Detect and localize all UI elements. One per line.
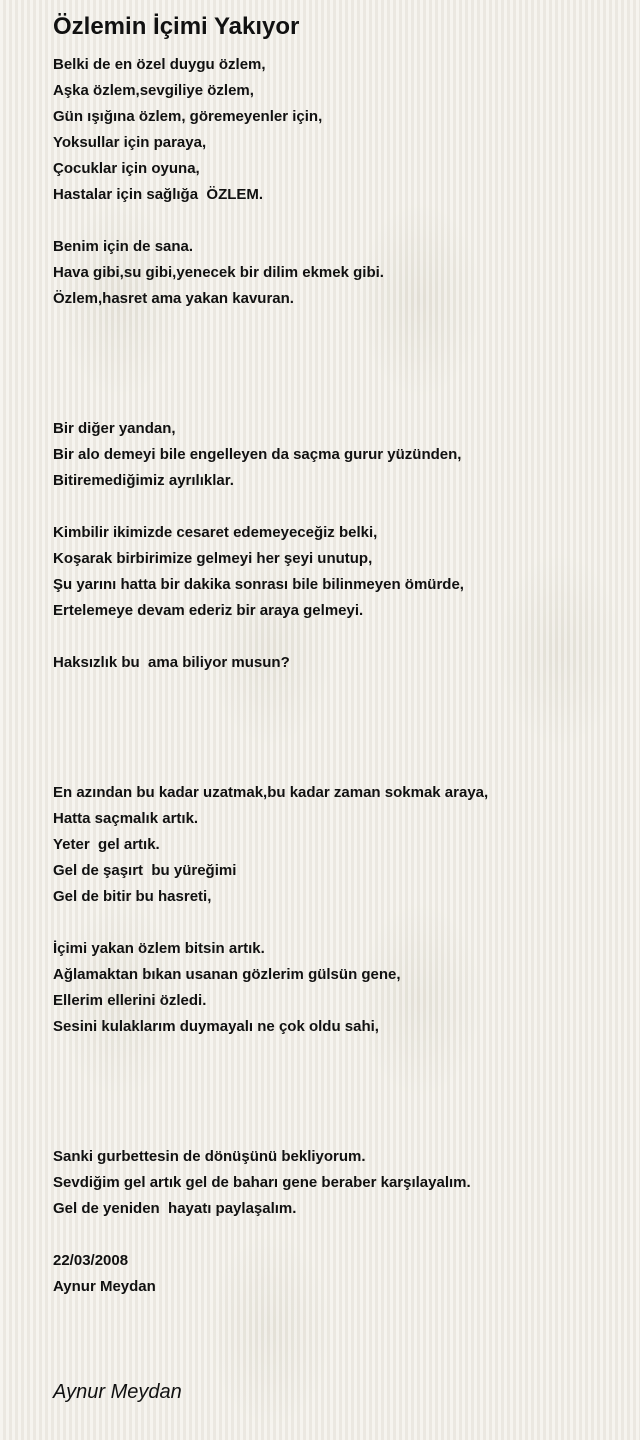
blank-line: [53, 702, 623, 728]
poem-line: Aşka özlem,sevgiliye özlem,: [53, 82, 254, 99]
poem-line: Hatta saçmalık artık.: [53, 810, 199, 827]
poem-line: Ağlamaktan bıkan usanan gözlerim gülsün gene,: [53, 966, 401, 983]
author-signature: Aynur Meydan: [53, 1381, 182, 1403]
poem-line: Gel de şaşırt bu yüreğimi: [53, 862, 237, 879]
poem-line: Aynur Meydan: [53, 1278, 156, 1295]
poem-line: Sevdiğim gel artık gel de baharı gene beraber karşılayalım.: [53, 1174, 471, 1191]
poem-line: Hastalar için sağlığa ÖZLEM.: [53, 186, 264, 203]
blank-line: [53, 364, 623, 390]
poem-line: Özlem,hasret ama yakan kavuran.: [53, 290, 294, 307]
blank-line: [53, 676, 623, 702]
blank-line: [53, 754, 623, 780]
poem-line: En azından bu kadar uzatmak,bu kadar zaman sokmak araya,: [53, 784, 489, 801]
poem-line: Bir diğer yandan,: [53, 420, 176, 437]
poem-line: Sanki gurbettesin de dönüşünü bekliyorum.: [53, 1148, 366, 1165]
poem-line: Yeter gel artık.: [53, 836, 160, 853]
blank-line: [53, 1222, 623, 1248]
blank-line: [53, 494, 623, 520]
poem-line: İçimi yakan özlem bitsin artık.: [53, 940, 265, 957]
blank-line: [53, 338, 623, 364]
blank-line: [53, 1092, 623, 1118]
poem-line: Ertelemeye devam ederiz bir araya gelmeyi.: [53, 602, 364, 619]
poem-line: Bir alo demeyi bile engelleyen da saçma gurur yüzünden,: [53, 446, 462, 463]
blank-line: [53, 728, 623, 754]
blank-line: [53, 1118, 623, 1144]
poem-line: Gün ışığına özlem, göremeyenler için,: [53, 108, 323, 125]
poem-line: Yoksullar için paraya,: [53, 134, 207, 151]
poem-line: 22/03/2008: [53, 1252, 129, 1269]
poem-body: [53, 52, 623, 1300]
blank-line: [53, 910, 623, 936]
poem-line: Sesini kulaklarım duymayalı ne çok oldu sahi,: [53, 1018, 379, 1035]
poem-title: Özlemin İçimi Yakıyor: [53, 13, 300, 40]
poem-line: Kimbilir ikimizde cesaret edemeyeceğiz belki,: [53, 524, 378, 541]
poem-line: Koşarak birbirimize gelmeyi her şeyi unutup,: [53, 550, 373, 567]
poem-line: Bitiremediğimiz ayrılıklar.: [53, 472, 234, 489]
poem-line: Gel de bitir bu hasreti,: [53, 888, 212, 905]
blank-line: [53, 624, 623, 650]
poem-line: Şu yarını hatta bir dakika sonrası bile bilinmeyen ömürde,: [53, 576, 464, 593]
blank-line: [53, 390, 623, 416]
blank-line: [53, 208, 623, 234]
poem-line: Ellerim ellerini özledi.: [53, 992, 207, 1009]
blank-line: [53, 312, 623, 338]
poem-line: Belki de en özel duygu özlem,: [53, 56, 266, 73]
poem-line: Haksızlık bu ama biliyor musun?: [53, 654, 290, 671]
blank-line: [53, 1040, 623, 1066]
poem-line: Benim için de sana.: [53, 238, 194, 255]
poem-line: Çocuklar için oyuna,: [53, 160, 200, 177]
poem-line: Hava gibi,su gibi,yenecek bir dilim ekmek gibi.: [53, 264, 384, 281]
poem-line: Gel de yeniden hayatı paylaşalım.: [53, 1200, 297, 1217]
blank-line: [53, 1066, 623, 1092]
